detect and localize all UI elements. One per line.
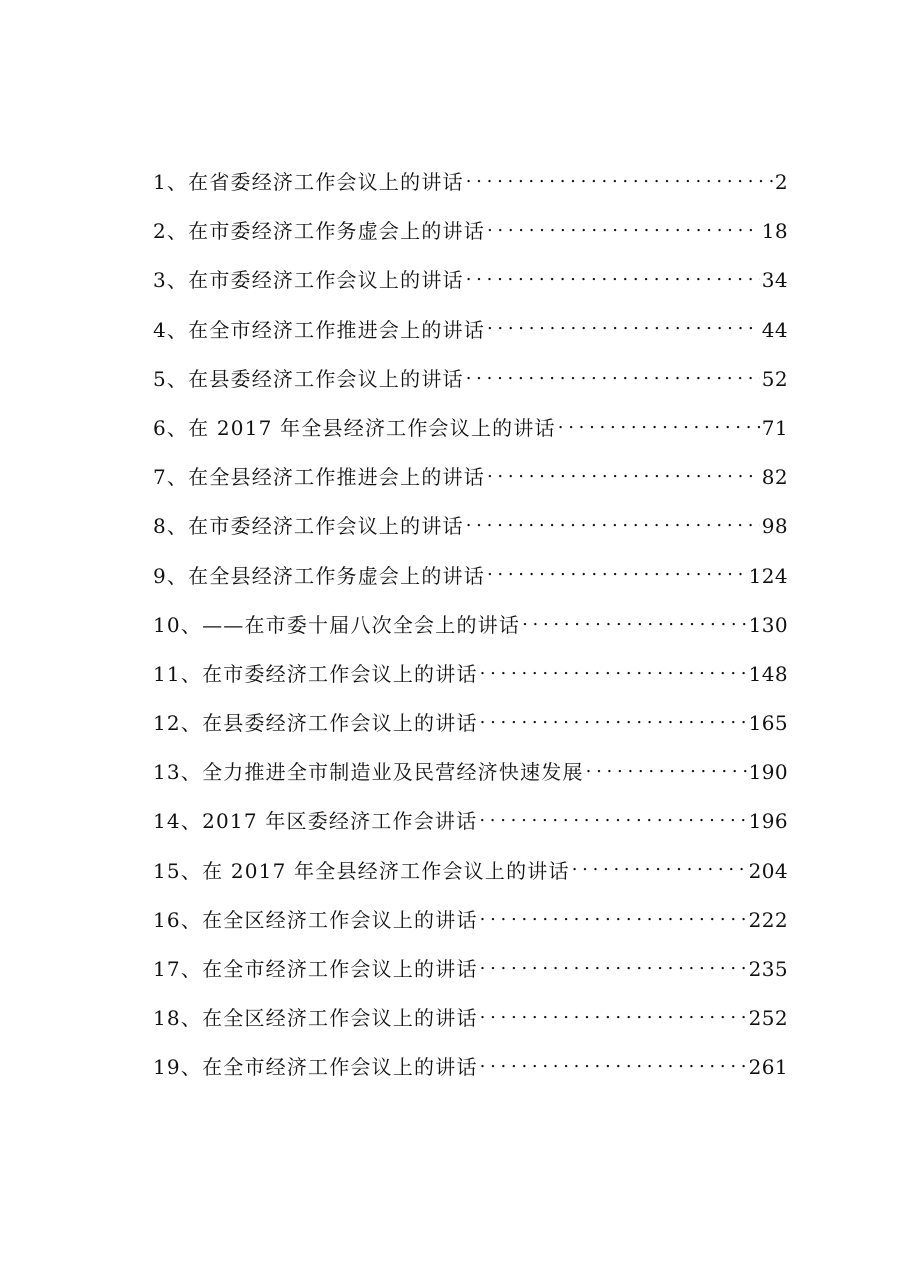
toc-entry[interactable]: [153, 904, 788, 953]
toc-entry-title: 2017 年区委经济工作会讲话: [202, 809, 478, 834]
toc-entry-page: 196: [748, 809, 788, 834]
dot-leader: [487, 563, 747, 583]
toc-entry[interactable]: [153, 707, 788, 756]
dot-leader: [522, 612, 747, 632]
toc-entry-number: 11、: [153, 661, 203, 686]
toc-entry[interactable]: [153, 461, 788, 510]
toc-entry-page: 261: [748, 1055, 788, 1080]
toc-entry-title: 在市委经济工作会议上的讲话: [188, 268, 464, 293]
toc-entry-number: 15、: [153, 858, 203, 883]
toc-entry[interactable]: [153, 264, 788, 313]
dot-leader: [480, 1005, 747, 1025]
toc-entry-number: 13、: [153, 760, 203, 785]
toc-entry-page: 165: [748, 711, 788, 736]
toc-entry-title: 在市委经济工作会议上的讲话: [202, 661, 478, 686]
toc-entry-title: 在 2017 年全县经济工作会议上的讲话: [202, 858, 570, 883]
toc-entry-number: 5、: [153, 366, 189, 391]
toc-entry-number: 6、: [153, 415, 189, 440]
dot-leader: [487, 317, 760, 337]
toc-entry-page: 82: [761, 465, 788, 490]
toc-entry-number: 12、: [153, 711, 203, 736]
toc-entry-title: 在全区经济工作会议上的讲话: [202, 907, 478, 932]
toc-entry-title: 在全市经济工作会议上的讲话: [202, 957, 478, 981]
toc-entry-title: 在 2017 年全县经济工作会议上的讲话: [188, 415, 556, 440]
dot-leader: [466, 267, 760, 287]
toc-entry[interactable]: [153, 560, 788, 609]
toc-entry-number: 4、: [153, 317, 189, 342]
toc-entry-page: 2: [774, 170, 788, 194]
toc-entry-title: 在全县经济工作务虚会上的讲话: [188, 563, 485, 588]
toc-entry-page: 18: [761, 219, 788, 244]
toc-entry-title: 在县委经济工作会议上的讲话: [188, 366, 464, 391]
toc-entry-title: 在市委经济工作会议上的讲话: [188, 514, 464, 539]
dot-leader: [586, 759, 747, 779]
dot-leader: [466, 169, 773, 189]
toc-entry-title: 在全县经济工作推进会上的讲话: [188, 465, 485, 490]
toc-entry-page: 98: [761, 514, 788, 539]
toc-entry[interactable]: [153, 1051, 788, 1100]
toc-entry[interactable]: [153, 609, 788, 658]
toc-entry-number: 2、: [153, 219, 189, 244]
toc-entry-page: 130: [748, 612, 788, 637]
toc-entry-number: 18、: [153, 1006, 203, 1031]
dot-leader: [487, 218, 760, 238]
toc-entry[interactable]: [153, 953, 788, 1002]
toc-entry-page: 34: [761, 268, 788, 293]
dot-leader: [480, 907, 747, 927]
toc-entry-number: 9、: [153, 563, 189, 588]
toc-entry[interactable]: [153, 1002, 788, 1051]
dot-leader: [466, 513, 760, 533]
toc-entry[interactable]: [153, 363, 788, 412]
dot-leader: [487, 464, 760, 484]
toc-entry-title: 在全市经济工作推进会上的讲话: [188, 317, 485, 342]
toc-entry-page: 190: [748, 760, 788, 785]
dot-leader: [480, 956, 747, 976]
toc-entry[interactable]: [153, 658, 788, 707]
toc-entry-title: 在市委经济工作务虚会上的讲话: [188, 219, 485, 244]
dot-leader: [480, 710, 747, 730]
table-of-contents: [153, 166, 788, 1101]
toc-entry-page: 71: [761, 415, 788, 440]
toc-entry-title: 在全市经济工作会议上的讲话: [202, 1055, 478, 1080]
toc-entry[interactable]: [153, 412, 788, 461]
toc-entry-number: 10、: [153, 612, 203, 637]
toc-entry-page: 148: [748, 661, 788, 686]
toc-entry-page: 252: [748, 1006, 788, 1031]
toc-entry[interactable]: [153, 215, 788, 264]
toc-entry-page: 204: [748, 858, 788, 883]
toc-entry-title: 在全区经济工作会议上的讲话: [202, 1006, 478, 1031]
toc-entry-title: 在省委经济工作会议上的讲话: [188, 170, 464, 194]
dot-leader: [479, 808, 746, 828]
toc-entry[interactable]: [153, 756, 788, 805]
toc-entry-title: ——在市委十届八次全会上的讲话: [202, 612, 521, 637]
toc-entry-number: 16、: [153, 907, 203, 932]
toc-entry-number: 7、: [153, 465, 189, 490]
toc-entry-page: 124: [748, 563, 788, 588]
toc-entry-number: 14、: [153, 809, 203, 834]
toc-entry[interactable]: [153, 166, 788, 215]
toc-entry[interactable]: [153, 314, 788, 363]
toc-entry-page: 44: [761, 317, 788, 342]
dot-leader: [480, 661, 747, 681]
toc-entry-page: 52: [761, 366, 788, 391]
toc-entry-number: 8、: [153, 514, 189, 539]
toc-entry-number: 3、: [153, 268, 189, 293]
toc-entry-page: 235: [748, 957, 788, 981]
dot-leader: [558, 415, 760, 435]
toc-entry-number: 19、: [153, 1055, 203, 1080]
toc-entry[interactable]: [153, 805, 788, 854]
dot-leader: [466, 366, 760, 386]
dot-leader: [572, 858, 747, 878]
toc-entry-number: 1、: [153, 170, 189, 194]
toc-entry-page: 222: [748, 907, 788, 932]
toc-entry-title: 在县委经济工作会议上的讲话: [202, 711, 478, 736]
toc-entry[interactable]: [153, 510, 788, 559]
toc-entry-number: 17、: [153, 957, 203, 981]
toc-entry[interactable]: [153, 855, 788, 904]
dot-leader: [480, 1054, 747, 1074]
toc-entry-title: 全力推进全市制造业及民营经济快速发展: [202, 760, 584, 785]
